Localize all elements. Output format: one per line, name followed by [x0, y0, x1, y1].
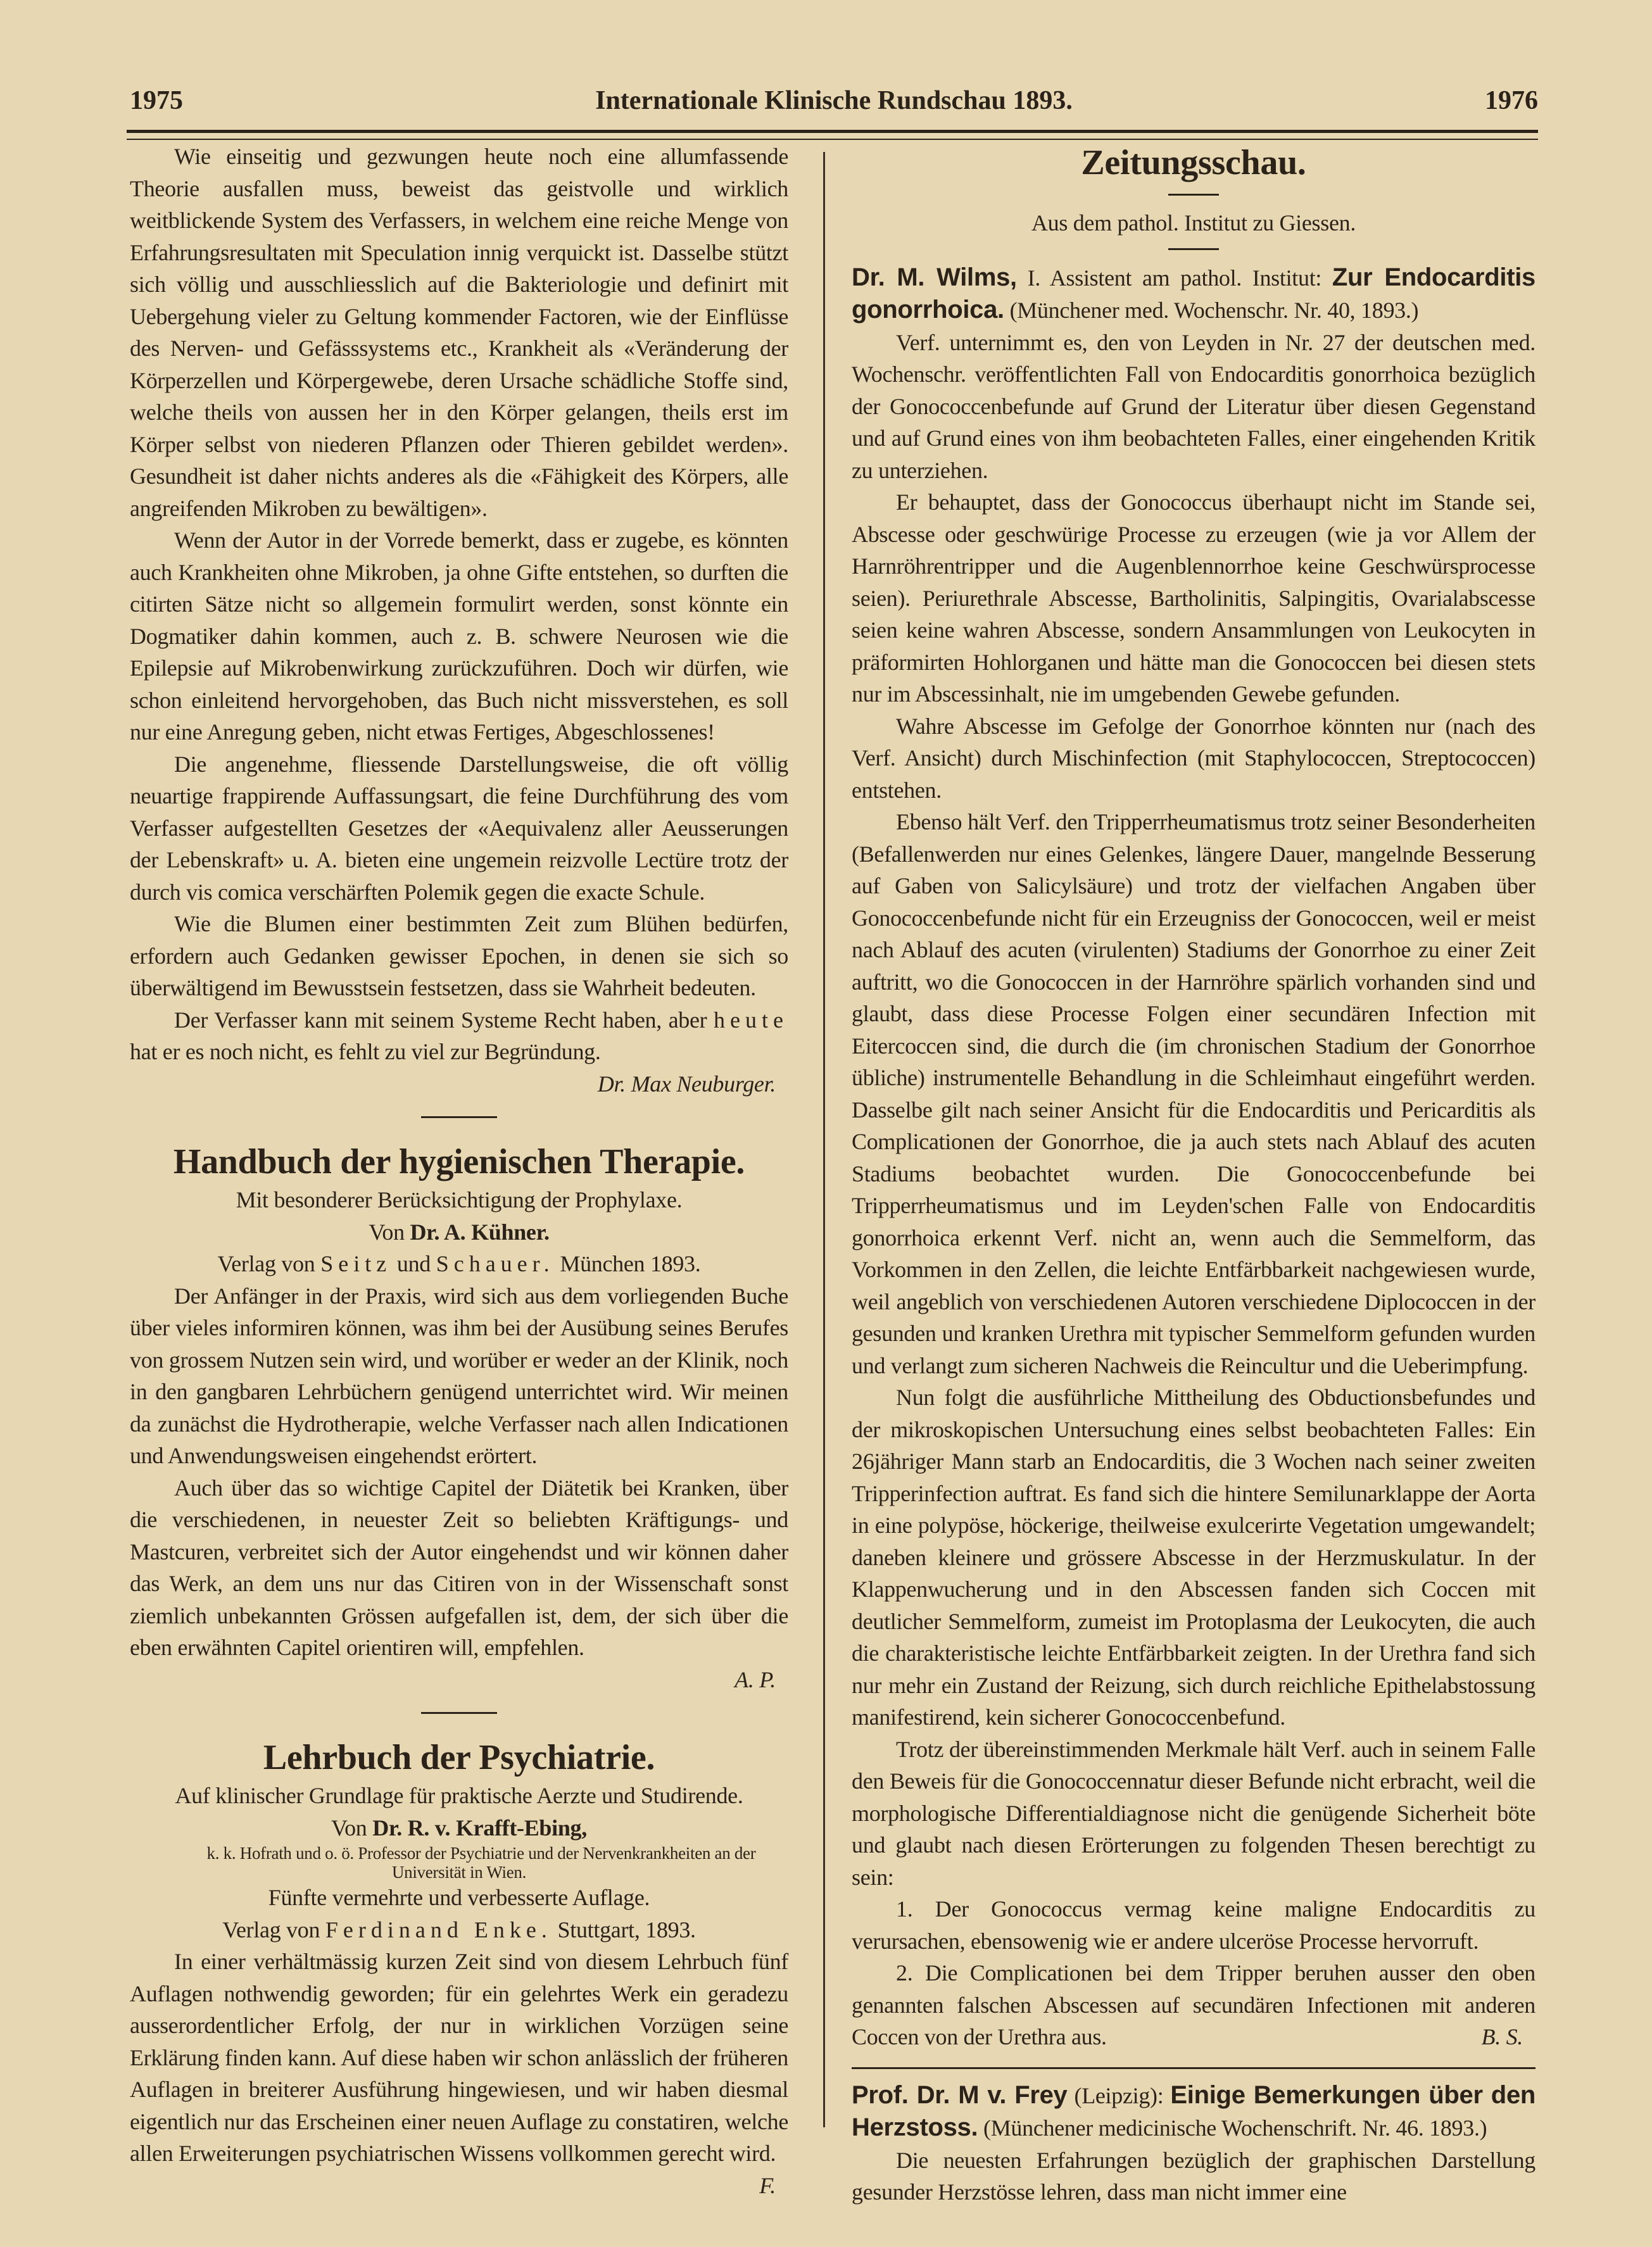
page-number-right: 1976: [1485, 86, 1538, 115]
text: Verlag von: [217, 1251, 315, 1276]
left-column: [130, 141, 788, 2201]
emphasis: heute: [714, 1007, 788, 1033]
edition: Fünfte vermehrte und verbesserte Auflage.: [268, 1885, 650, 1910]
text: München 1893.: [560, 1251, 701, 1276]
author-place: (Leipzig):: [1074, 2082, 1164, 2108]
article-heading: [852, 2079, 1535, 2144]
author-name: Dr. M. Wilms,: [852, 263, 1017, 291]
paragraph: Trotz der übereinstimmenden Merkmale hält Verf. auch in seinem Falle den Beweis für die Gonococcennatur dieser Befunde nicht erbracht, weil die morphologische Differentialdiagnose nicht die genügende Sicherheit böte und glaubt nach diesen Erörterungen zu folgenden Thesen berechtigt zu sein:: [852, 1736, 1535, 1890]
column-divider: [823, 152, 825, 2127]
text: hat er es noch nicht, es fehlt zu viel zur Begründung.: [130, 1039, 601, 1064]
section-title: Zeitungsschau.: [1081, 143, 1306, 182]
paragraph: Der Anfänger in der Praxis, wird sich aus dem vorliegenden Buche über vieles informiren können, was ihm bei der Ausübung seines Berufes von grossem Nutzen sein wird, und worüber er weder an der Klinik, noch in den gangbaren Lehrbüchern genügend unterrichtet wird. Wir meinen da zunächst die Hydrotherapie, welche Verfasser nach allen Indicationen und Anwendungsweisen eingehendst erörtert.: [130, 1283, 788, 1468]
author-name: Dr. R. v. Krafft-Ebing,: [372, 1815, 587, 1841]
publisher-name: Schauer.: [436, 1251, 555, 1276]
paragraph: Die neuesten Erfahrungen bezüglich der graphischen Darstellung gesunder Herzstösse lehren, dass man nicht immer eine: [852, 2147, 1535, 2205]
paragraph: Verf. unternimmt es, den von Leyden in Nr. 27 der deutschen med. Wochenschr. veröffentlichten Fall von Endocarditis gonorrhoica bezüglich der Gonococcenbefunde auf Grund der Literatur über diesen Gegenstand und auf Grund eines von ihm beobachteten Falles, einer eingehenden Kritik zu unterziehen.: [852, 329, 1535, 483]
paragraph: Wahre Abscesse im Gefolge der Gonorrhoe könnten nur (nach des Verf. Ansicht) durch Mischinfection (mit Staphylococcen, Streptococcen) entstehen.: [852, 713, 1535, 803]
text: 2. Die Complicationen bei dem Tripper beruhen ausser den oben genannten falschen Abscessen auf secundären Infectionen mit anderen Coccen von der Urethra aus.: [852, 1960, 1535, 2049]
paragraph: Wie die Blumen einer bestimmten Zeit zum Blühen bedürfen, erfordern auch Gedanken gewisser Epochen, in denen sie sich so überwältigend im Bewusstsein festsetzen, dass sie Wahrheit bedeuten.: [130, 911, 788, 1000]
review-subtitle: Mit besonderer Berücksichtigung der Prophylaxe.: [236, 1187, 683, 1212]
text: Von: [331, 1815, 367, 1841]
section-divider: [1168, 194, 1219, 196]
article-source: (Münchener medicinische Wochenschrift. Nr. 46. 1893.): [983, 2115, 1487, 2141]
section-divider: [421, 1116, 497, 1118]
signature: A. P.: [735, 1666, 776, 1692]
article-source: (Münchener med. Wochenschr. Nr. 40, 1893.): [1009, 298, 1419, 323]
author-name: Dr. A. Kühner.: [410, 1219, 550, 1245]
article-divider: [852, 2067, 1535, 2069]
paragraph: Ebenso hält Verf. den Tripperrheumatismus trotz seiner Besonderheiten (Befallenwerden nur eines Gelenkes, längere Dauer, mangelnde Besserung auf Gaben von Salicylsäure) und trotz der vielfachen Angaben über Gonococcenbefunde nicht für ein Erzeugniss der Gonococcen, weil er meist nach Ablauf des acuten (virulenten) Stadiums der Gonorrhoe zu einer Zeit auftritt, wo die Gonococcen in der Harnröhre spärlich vorhanden sind und glaubt, dass diese Processe Folgen einer secundären Infection mit Eitercoccen sind, die durch die (im chronischen Stadium der Gonorrhoe übliche) instrumentelle Behandlung in die Schleimhaut eingeführt werden. Dasselbe gilt nach seiner Ansicht für die Endocarditis und Pericarditis als Complicationen der Gonorrhoe, die ja auch stets nach Ablauf des acuten Stadiums beobachtet wurden. Die Gonococcenbefunde bei Tripperrheumatismus und im Leyden'schen Falle von Endocarditis gonorrhoica erkennt Verf. nicht an, wenn auch die Semmelform, das Vorkommen in den Zellen, die leichte Entfärbbarkeit nachgewiesen wurde, weil angeblich von verschiedenen Autoren verschiedene Diplococcen in der gesunden und kranken Urethra mit typischer Semmelform gefunden wurden und verlangt zum sicheren Nachweis die Reincultur und die Ueberimpfung.: [852, 809, 1535, 1378]
text: und: [396, 1251, 431, 1276]
journal-title: Internationale Klinische Rundschau 1893.: [595, 86, 1073, 115]
article-heading: [852, 261, 1535, 327]
author-role: I. Assistent am pathol. Institut:: [1027, 265, 1322, 291]
text: Von: [369, 1219, 405, 1245]
review-continuation: [130, 141, 788, 1100]
header-rule: [127, 130, 1538, 140]
author-affiliation: k. k. Hofrath und o. ö. Professor der Psychiatrie und der Nervenkrankheiten an der Universität in Wien.: [206, 1844, 756, 1882]
section-divider: [421, 1712, 497, 1714]
review-author: [130, 1216, 788, 1249]
page-number-left: 1975: [130, 86, 183, 115]
review-publisher: [130, 1248, 788, 1280]
signature: Dr. Max Neuburger.: [597, 1071, 776, 1097]
institute-line: Aus dem pathol. Institut zu Giessen.: [1031, 210, 1356, 236]
text: Stuttgart, 1893.: [557, 1917, 696, 1942]
paragraph: [130, 1004, 788, 1068]
paragraph: Wie einseitig und gezwungen heute noch eine allumfassende Theorie ausfallen muss, beweist das geistvolle und wirklich weitblickende System des Verfassers, in welchem eine reiche Menge von Erfahrungsresultaten mit Speculation innig verquickt ist. Dasselbe stützt sich völlig und ausschliesslich auf die Bakteriologie und definirt mit Uebergehung vieler zu Geltung kommender Factoren, wie der Einflüsse des Nerven- und Gefässsystems etc., Krankheit als «Veränderung der Körperzellen und Körpergewebe, deren Ursache schädliche Stoffe sind, welche theils von aussen her in den Körper gelangen, theils erst im Körper selbst von niederen Pflanzen oder Thieren gebildet werden». Gesundheit ist daher nichts anderes als die «Fähigkeit des Körpers, alle angreifenden Mikroben zu bewältigen».: [130, 144, 788, 521]
article-title: Einige Bemerkungen über den Herzstoss.: [852, 2080, 1536, 2141]
review-lehrbuch: [130, 1735, 788, 2201]
right-column: [852, 141, 1535, 2208]
review-subtitle: Auf klinischer Grundlage für praktische Aerzte und Studirende.: [175, 1783, 743, 1808]
publisher-name: Seitz: [320, 1251, 392, 1276]
paragraph: Nun folgt die ausführliche Mittheilung des Obductionsbefundes und der mikroskopischen Untersuchung eines selbst beobachteten Falles: Ein 26jähriger Mann starb an Endocarditis, die 3 Wochen nach seiner zweiten Tripperinfection auftrat. Es fand sich die hintere Semilunarklappe der Aorta in eine polypöse, höckerige, theilweise exulcerirte Vegetation umgewandelt; daneben kleinere und grössere Abscesse in der Herzmuskulatur. In der Klappenwucherung und in den Abscessen fanden sich Coccen mit deutlicher Semmelform, zumeist im Protoplasma der Leukocyten, die auch die charakteristische leichte Entfärbbarkeit zeigten. In der Urethra fand sich nur mehr ein Zustand der Reizung, sich durch reichliche Epithelabstossung manifestirend, kein sicherer Gonococcenbefund.: [852, 1385, 1535, 1730]
publisher-name: Ferdinand Enke.: [325, 1917, 552, 1942]
author-name: Prof. Dr. M v. Frey: [852, 2080, 1068, 2109]
paragraph: Wenn der Autor in der Vorrede bemerkt, dass er zugebe, es könnten auch Krankheiten ohne Mikroben, ja ohne Gifte entstehen, so durften die citirten Sätze nicht so allgemein formulirt werden, sonst könnte ein Dogmatiker dahin kommen, auch z. B. schwere Neurosen wie die Epilepsie auf Mikrobenwirkung zurückzuführen. Doch wir dürfen, wie schon einleitend hervorgehoben, das Buch nicht missverstehen, es soll nur eine Anregung geben, nicht etwas Fertiges, Abgeschlossenes!: [130, 527, 788, 745]
section-divider: [1168, 248, 1219, 250]
paragraph: Auch über das so wichtige Capitel der Diätetik bei Kranken, über die verschiedenen, in neuester Zeit so beliebten Kräftigungs- und Mastcuren, verbreitet sich der Autor eingehendst und wir können daher das Werk, an dem uns nur das Citiren von in der Wissenschaft sonst ziemlich unbekannten Grössen aufgefallen ist, dem, der sich über die eben erwähnten Capitel orientiren will, empfehlen.: [130, 1475, 788, 1660]
signature: F.: [759, 2172, 776, 2198]
paragraph: [852, 1957, 1535, 2053]
signature: B. S.: [1481, 2024, 1523, 2049]
paragraph: In einer verhältmässig kurzen Zeit sind von diesem Lehrbuch fünf Auflagen nothwendig geworden; für ein gelehrtes Werk ein geradezu ausserordentlicher Erfolg, der nur in wirklichen Vorzügen seine Erklärung finden kann. Auf diese haben wir schon anlässlich der früheren Auflagen in breiterer Ausführung hingewiesen, und wir haben diesmal eigentlich nur das Erscheinen einer neuen Auflage zu constatiren, welche allen Erweiterungen psychiatrischen Wissens vollkommen gerecht wird.: [130, 1949, 788, 2166]
text: Der Verfasser kann mit seinem Systeme Recht haben, aber: [174, 1007, 707, 1033]
review-handbuch: [130, 1140, 788, 1696]
article-wilms: [852, 261, 1535, 2053]
running-header: [130, 85, 1538, 123]
article-title: Zur Endocarditis gonorrhoica.: [852, 263, 1536, 324]
paragraph: Er behauptet, dass der Gonococcus überhaupt nicht im Stande sei, Abscesse oder geschwürige Processe zu erzeugen (wie ja vor Allem der Harnröhrentripper und die Augenblennorrhoe keine Geschwürsprocesse seien). Periurethrale Abscesse, Bartholinitis, Salpingitis, Ovarialabscesse seien keine wahren Abscesse, sondern Ansammlungen von Leukocyten in präformirten Hohlorganen und hätte man die Gonococcen bei diesen stets nur im Abscessinhalt, nie im umgebenden Gewebe gefunden.: [852, 489, 1535, 707]
text: Verlag von: [222, 1917, 320, 1942]
review-title: Handbuch der hygienischen Therapie.: [173, 1142, 745, 1181]
paragraph: 1. Der Gonococcus vermag keine maligne Endocarditis zu verursachen, ebensowenig wie er andere ulceröse Processe hervorruft.: [852, 1896, 1535, 1954]
paragraph: Die angenehme, fliessende Darstellungsweise, die oft völlig neuartige frappirende Auffassungsart, die feine Durchführung des vom Verfasser aufgestellten Gesetzes der «Aequivalenz aller Aeusserungen der Lebenskraft» u. A. bieten eine ungemein reizvolle Lectüre trotz der durch vis comica verschärften Polemik gegen die exacte Schule.: [130, 751, 788, 905]
review-author: [130, 1812, 788, 1844]
review-title: Lehrbuch der Psychiatrie.: [263, 1738, 655, 1777]
article-frey: [852, 2079, 1535, 2208]
review-publisher: [130, 1914, 788, 1946]
